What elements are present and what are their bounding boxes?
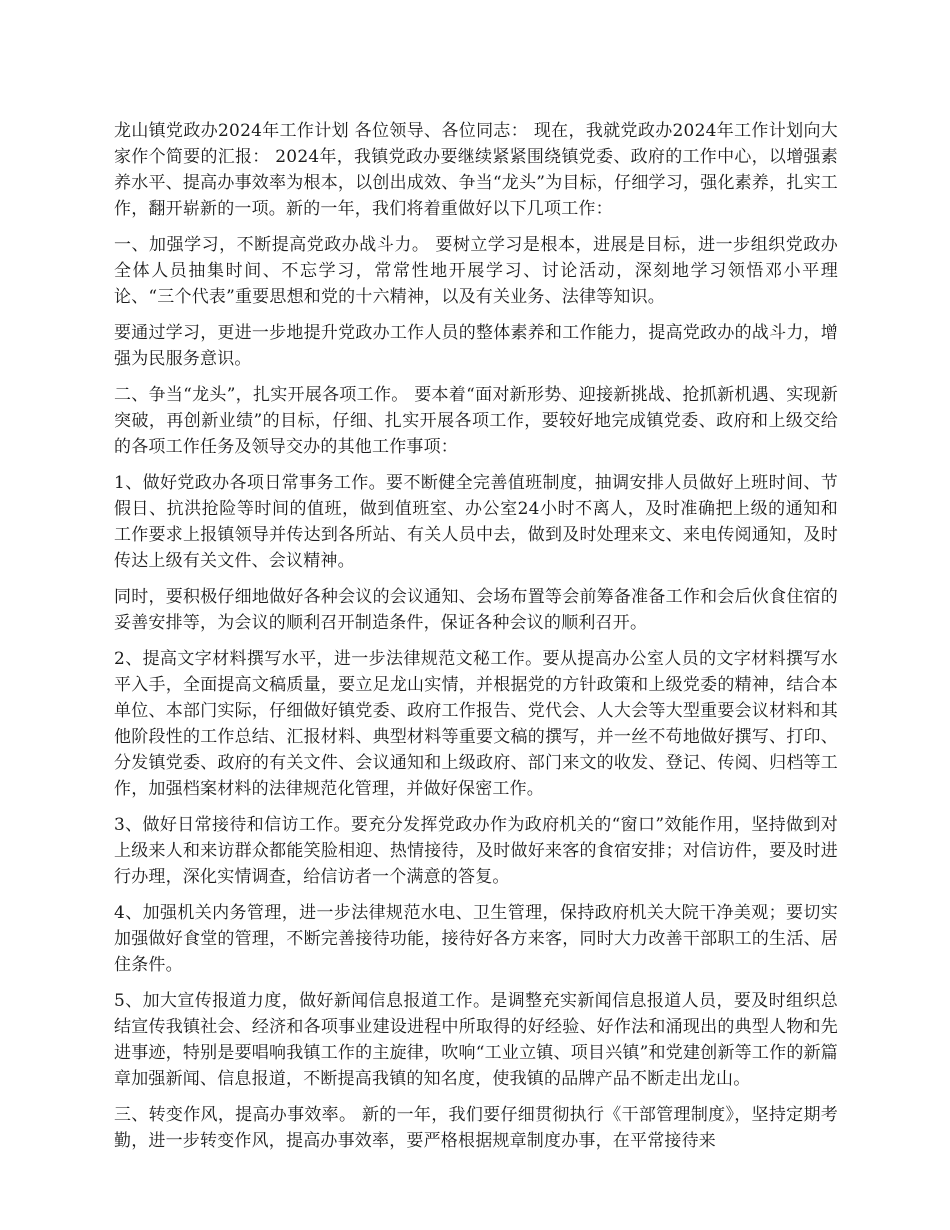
document-body — [114, 118, 838, 1164]
paragraph-section-1: 一、加强学习，不断提高党政办战斗力。 要树立学习是根本，进展是目标，进一步组织党政办全体人员抽集时间、不忘学习，常常性地开展学习、讨论活动，深刻地学习领悟邓小平理论、“三个代表”重要思想和党的十六精神，以及有关业务、法律等知识。 — [114, 235, 838, 307]
paragraph-section-2: 二、争当“龙头”，扎实开展各项工作。 要本着“面对新形势、迎接新挑战、抢抓新机遇、实现新突破，再创新业绩”的目标，仔细、扎实开展各项工作，要较好地完成镇党委、政府和上级交给的各项工作任务及领导交办的其他工作事项： — [114, 385, 838, 457]
paragraph-item-1: 1、做好党政办各项日常事务工作。要不断健全完善值班制度，抽调安排人员做好上班时间、节假日、抗洪抢险等时间的值班，做到值班室、办公室24小时不离人，及时准确把上级的通知和工作要求上报镇领导并传达到各所站、有关人员中去，做到及时处理来文、来电传阅通知，及时传达上级有关文件、会议精神。 — [114, 473, 838, 571]
paragraph-item-4: 4、加强机关内务管理，进一步法律规范水电、卫生管理，保持政府机关大院干净美观；要切实加强做好食堂的管理，不断完善接待功能，接待好各方来客，同时大力改善干部职工的生活、居住条件。 — [114, 903, 838, 975]
paragraph-section-1-continued: 要通过学习，更进一步地提升党政办工作人员的整体素养和工作能力，提高党政办的战斗力，增强为民服务意识。 — [114, 323, 838, 369]
paragraph-section-3: 三、转变作风，提高办事效率。 新的一年，我们要仔细贯彻执行《干部管理制度》，坚持定期考勤，进一步转变作风，提高办事效率，要严格根据规章制度办事，在平常接待来 — [114, 1105, 838, 1151]
paragraph-item-2: 2、提高文字材料撰写水平，进一步法律规范文秘工作。要从提高办公室人员的文字材料撰写水平入手，全面提高文稿质量，要立足龙山实情，并根据党的方针政策和上级党委的精神，结合本单位、本部门实际，仔细做好镇党委、政府工作报告、党代会、人大会等大型重要会议材料和其他阶段性的工作总结、汇报材料、典型材料等重要文稿的撰写，并一丝不苟地做好撰写、打印、分发镇党委、政府的有关文件、会议通知和上级政府、部门来文的收发、登记、传阅、归档等工作，加强档案材料的法律规范化管理，并做好保密工作。 — [114, 649, 838, 799]
paragraph-item-1-continued: 同时，要积极仔细地做好各种会议的会议通知、会场布置等会前筹备准备工作和会后伙食住宿的妥善安排等，为会议的顺利召开制造条件，保证各种会议的顺利召开。 — [114, 587, 838, 633]
paragraph-intro: 龙山镇党政办2024年工作计划 各位领导、各位同志： 现在，我就党政办2024年工作计划向大家作个简要的汇报： 2024年，我镇党政办要继续紧紧围绕镇党委、政府的工作中心，以增强素养水平、提高办事效率为根本，以创出成效、争当“龙头”为目标，仔细学习，强化素养，扎实工作，翻开崭新的一项。新的一年，我们将着重做好以下几项工作： — [114, 121, 838, 219]
paragraph-item-5: 5、加大宣传报道力度，做好新闻信息报道工作。是调整充实新闻信息报道人员，要及时组织总结宣传我镇社会、经济和各项事业建设进程中所取得的好经验、好作法和涌现出的典型人物和先进事迹，特别是要唱响我镇工作的主旋律，吹响“工业立镇、项目兴镇”和党建创新等工作的新篇章加强新闻、信息报道，不断提高我镇的知名度，使我镇的品牌产品不断走出龙山。 — [114, 991, 838, 1089]
paragraph-item-3: 3、做好日常接待和信访工作。要充分发挥党政办作为政府机关的“窗口”效能作用，坚持做到对上级来人和来访群众都能笑脸相迎、热情接待，及时做好来客的食宿安排；对信访件，要及时进行办理，深化实情调查，给信访者一个满意的答复。 — [114, 815, 838, 887]
